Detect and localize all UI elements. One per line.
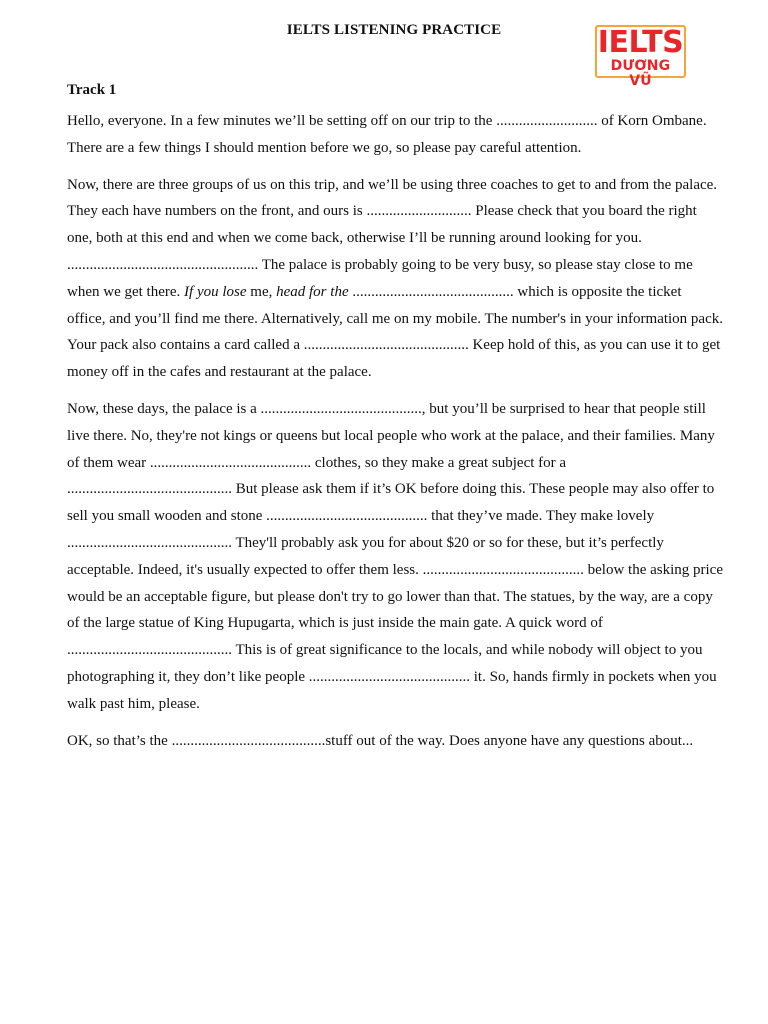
- paragraph-coaches-italic-2: head for the: [276, 283, 349, 300]
- logo-text-duong-vu: DƯƠNG VŨ: [610, 58, 671, 89]
- paragraph-closing: [67, 728, 723, 755]
- paragraph-intro: [67, 108, 723, 162]
- paragraph-coaches-text-2: me,: [246, 283, 277, 300]
- track-heading: Track 1: [67, 82, 117, 98]
- paragraph-intro-text: Hello, everyone. In a few minutes we’ll be setting off on our trip to the ........................... of Korn Ombane. There are a few things I should mention before we go, so please pay careful attention.: [67, 113, 707, 156]
- paragraph-coaches-italic-1: If you lose: [184, 283, 247, 300]
- paragraph-palace-text: Now, these days, the palace is a ..........................................., but you’ll be surprised to hear that people still live there. No, they're not kings or queens but local people who work at the palace, and their families. Many of them wear ........................................... clothes, so they make a great subject for a ............................................ But please ask them if it’s OK before doing this. These people may also offer to sell you small wooden and stone ........................................... that they’ve made. They make lovely ............................................ They'll probably ask you for about $20 or so for these, but it’s perfectly acceptable. Indeed, it's usually expected to offer them less. ........................................... below the asking price would be an acceptable figure, but please don't try to go lower than that. The statues, by the way, are a copy of the large statue of King Hupugarta, which is just inside the main gate. A quick word of ............................................ This is of great significance to the locals, and while nobody will object to you photographing it, they don’t like people ........................................... it. So, hands firmly in pockets when you walk past him, please.: [67, 400, 724, 712]
- document-body: [67, 80, 723, 764]
- paragraph-palace: [67, 396, 723, 718]
- logo-text-ielts: IELTS: [597, 25, 684, 60]
- ielts-duong-vu-logo: [595, 25, 686, 89]
- paragraph-closing-text: OK, so that’s the .........................................stuff out of the way. Does anyone have any questions about...: [67, 732, 694, 749]
- paragraph-coaches-text-3: ........................................... which is opposite the ticket office, and you’ll find me there. Alternatively, call me on my mobile. The number's in your information pack. Your pack also contains a card called a ............................................ Keep hold of this, as you can use it to get money off in the cafes and restaurant at the palace.: [67, 283, 724, 381]
- page-title: IELTS LISTENING PRACTICE: [286, 22, 502, 38]
- paragraph-coaches-text-1: Now, there are three groups of us on this trip, and we’ll be using three coaches to get to and from the palace. They each have numbers on the front, and ours is ............................ Please check that you board the right one, both at this end and when we come back, otherwise I’ll be running around looking for you. ................................................... The palace is probably going to be very busy, so please stay close to me when we get there.: [67, 176, 718, 300]
- paragraph-coaches: [67, 172, 723, 386]
